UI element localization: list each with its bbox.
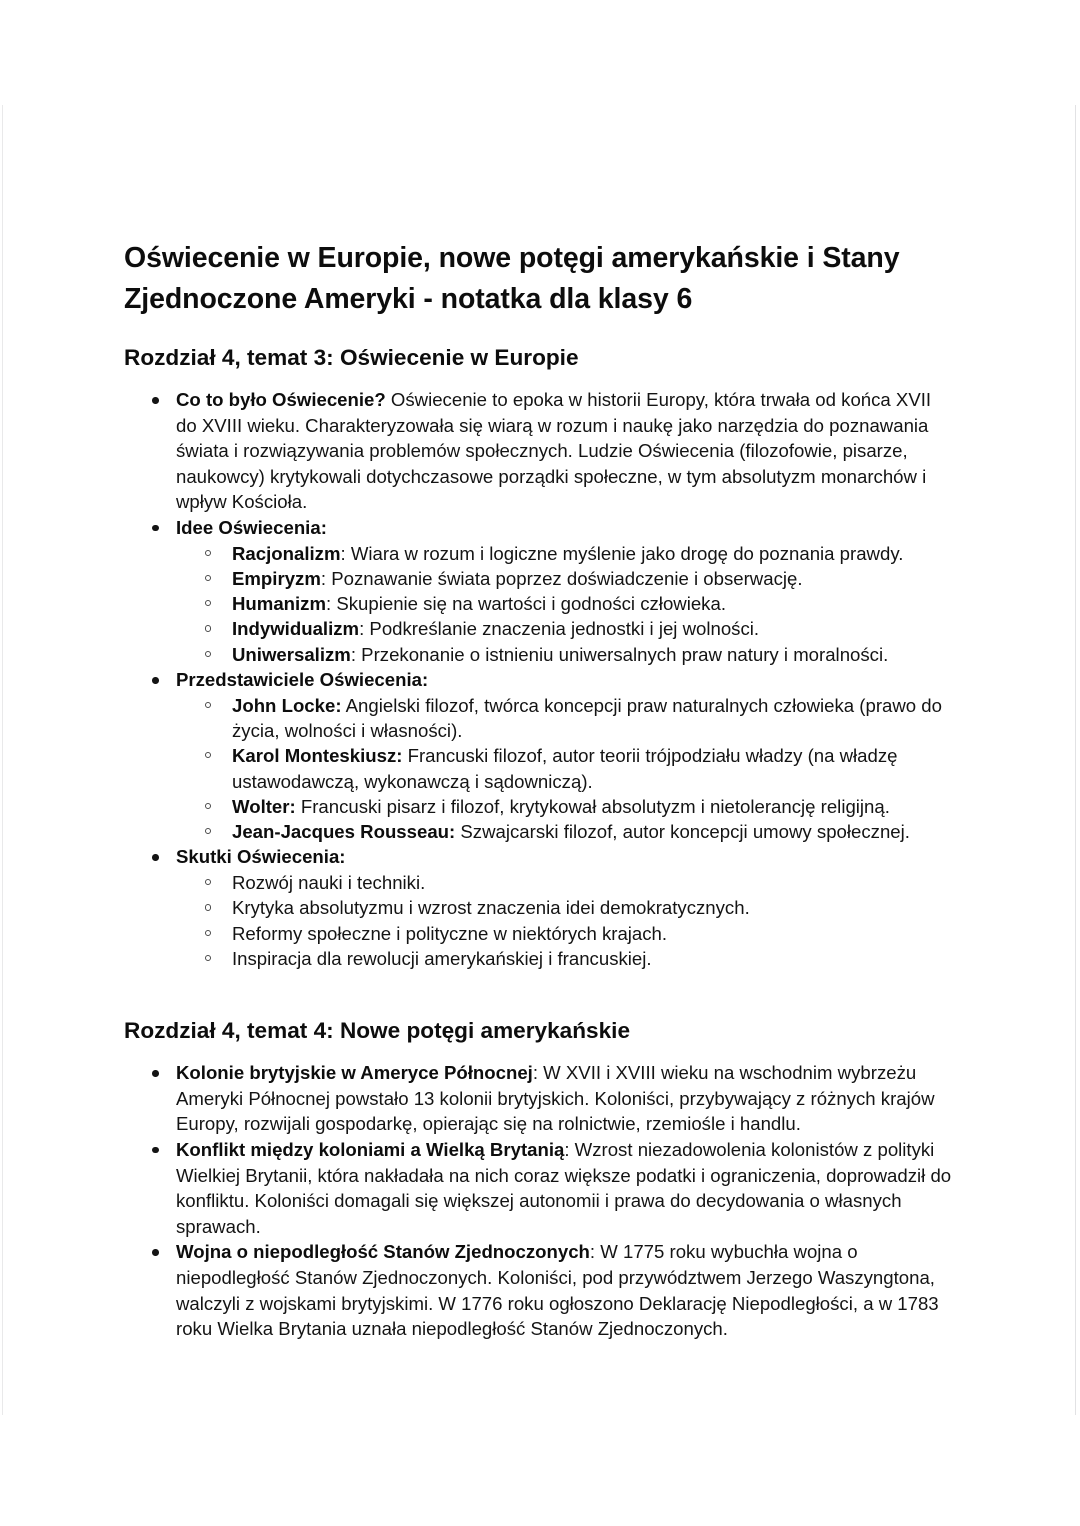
list-item <box>124 515 954 667</box>
sub-list-item-text: Szwajcarski filozof, autor koncepcji umowy społecznej. <box>455 821 910 843</box>
list-item <box>124 667 954 844</box>
list-item <box>124 844 954 971</box>
sub-list-item-text: Podkreślanie znaczenia jednostki i jej wolności. <box>364 618 760 640</box>
list-item-lead: Konflikt między koloniami a Wielką Brytanią <box>176 1138 565 1160</box>
list-item-lead: Kolonie brytyjskie w Ameryce Północnej <box>176 1062 533 1084</box>
sub-bullet-list <box>176 541 954 667</box>
sub-list-item-separator: : <box>320 567 327 589</box>
list-item-lead: Wojna o niepodległość Stanów Zjednoczonych <box>176 1241 590 1263</box>
list-item-text: W XVII i XVIII wieku na wschodnim wybrzeżu Ameryki Północnej powstało 13 kolonii brytyjskich. Koloniści, przybywający z różnych krajów Europy, rozwijali gospodarkę, opierając się na rolnictwie, rzemiośle i handlu. <box>176 1062 935 1135</box>
sub-list-item-lead: Jean-Jacques Rousseau: <box>232 821 456 843</box>
sub-list-item-lead: Karol Monteskiusz: <box>232 745 403 767</box>
sub-bullet-list <box>176 693 954 845</box>
sub-list-item <box>176 642 954 667</box>
list-item <box>124 1137 954 1239</box>
list-item-paragraph <box>176 515 954 541</box>
sub-list-item-lead: Uniwersalizm <box>232 643 351 665</box>
bullet-list <box>124 387 954 971</box>
sub-list-item <box>176 819 954 844</box>
sub-list-item-text: Rozwój nauki i techniki. <box>232 872 426 894</box>
sub-list-item-lead: Indywidualizm <box>232 618 360 640</box>
sections-container <box>124 343 954 1342</box>
document-content <box>124 238 954 1342</box>
sub-list-item-text: Angielski filozof, twórca koncepcji praw naturalnych człowieka (prawo do życia, wolności i własności). <box>232 694 942 741</box>
sub-list-item <box>176 591 954 616</box>
sub-list-item <box>176 895 954 920</box>
list-item-lead: Przedstawiciele Oświecenia: <box>176 669 429 691</box>
sub-list-item-separator: : <box>340 542 346 564</box>
list-item-paragraph <box>176 1239 954 1341</box>
sub-list-item-separator: : <box>359 618 365 640</box>
list-item-text: W 1775 roku wybuchła wojna o niepodległość Stanów Zjednoczonych. Koloniści, pod przywództwem Jerzego Waszyngtona, walczyli z wojskami brytyjskimi. W 1776 roku ogłoszono Deklarację Niepodległości, a w 1783 roku Wielka Brytania uznała niepodległość Stanów Zjednoczonych. <box>176 1241 939 1340</box>
sub-list-item <box>176 743 954 794</box>
sub-list-item <box>176 794 954 819</box>
bullet-list <box>124 1060 954 1342</box>
sub-list-item-text: Inspiracja dla rewolucji amerykańskiej i francuskiej. <box>232 947 652 969</box>
list-item <box>124 387 954 515</box>
sub-list-item-lead: Humanizm <box>232 593 327 615</box>
sub-list-item-text: Przekonanie o istnieniu uniwersalnych praw natury i moralności. <box>356 643 889 665</box>
sub-list-item-lead: Wolter: <box>232 795 296 817</box>
list-item-separator: : <box>589 1241 596 1263</box>
list-item-text: Oświecenie to epoka w historii Europy, która trwała od końca XVII do XVIII wieku. Charakteryzowała się wiarą w rozum i naukę jako narzędzia do poznawania świata i rozwiązywania problemów społecznych. Ludzie Oświecenia (filozofowie, pisarze, naukowcy) krytykowali dotychczasowe porządki społeczne, w tym absolutyzm monarchów i wpływ Kościoła. <box>176 389 932 513</box>
list-item-paragraph <box>176 1137 954 1239</box>
sub-list-item-text: Skupienie się na wartości i godności człowieka. <box>331 593 726 615</box>
section-heading: Rozdział 4, temat 4: Nowe potęgi amerykańskie <box>124 1018 631 1044</box>
list-item-paragraph <box>176 844 954 870</box>
list-item-separator: : <box>564 1138 570 1160</box>
sub-list-item-text: Wiara w rozum i logiczne myślenie jako drogę do poznania prawdy. <box>345 542 904 564</box>
section-heading: Rozdział 4, temat 3: Oświecenie w Europie <box>124 345 579 370</box>
sub-list-item-text: Poznawanie świata poprzez doświadczenie i obserwację. <box>326 567 803 589</box>
sub-list-item-separator: : <box>326 593 332 615</box>
sub-list-item-text: Reformy społeczne i polityczne w niektórych krajach. <box>232 922 668 944</box>
list-item-paragraph <box>176 667 954 693</box>
sub-list-item-text: Francuski filozof, autor teorii trójpodziału władzy (na władzę ustawodawczą, wykonawczą i sądowniczą). <box>232 745 898 792</box>
page-title: Oświecenie w Europie, nowe potęgi amerykańskie i Stany Zjednoczone Ameryki - notatka dla klasy 6 <box>124 242 900 315</box>
sub-list-item <box>176 870 954 895</box>
list-item-lead: Skutki Oświecenia: <box>176 846 346 868</box>
list-item-paragraph <box>176 1060 954 1137</box>
sub-list-item <box>176 946 954 971</box>
sub-list-item-lead: John Locke: <box>232 694 342 716</box>
list-item-separator: : <box>532 1062 539 1084</box>
sub-list-item-lead: Empiryzm <box>232 567 321 589</box>
sub-list-item <box>176 541 954 566</box>
list-item-paragraph <box>176 387 954 515</box>
sub-list-item-text: Francuski pisarz i filozof, krytykował absolutyzm i nietolerancję religijną. <box>295 795 890 817</box>
sub-list-item <box>176 566 954 591</box>
sub-list-item <box>176 921 954 946</box>
list-item-lead: Co to było Oświecenie? <box>176 389 386 410</box>
list-item-text: Wzrost niezadowolenia kolonistów z polityki Wielkiej Brytanii, która nakładała na nich coraz większe podatki i ograniczenia, doprowadził do konfliktu. Koloniści domagali się większej autonomii i prawa do decydowania o własnych sprawach. <box>176 1138 952 1237</box>
sub-list-item-separator: : <box>350 643 357 665</box>
list-item-lead: Idee Oświecenia: <box>176 516 327 538</box>
sub-bullet-list <box>176 870 954 971</box>
sub-list-item-lead: Racjonalizm <box>232 542 341 564</box>
list-item <box>124 1239 954 1341</box>
sub-list-item <box>176 616 954 641</box>
list-item <box>124 1060 954 1137</box>
sub-list-item <box>176 693 954 744</box>
sub-list-item-text: Krytyka absolutyzmu i wzrost znaczenia idei demokratycznych. <box>232 897 750 919</box>
